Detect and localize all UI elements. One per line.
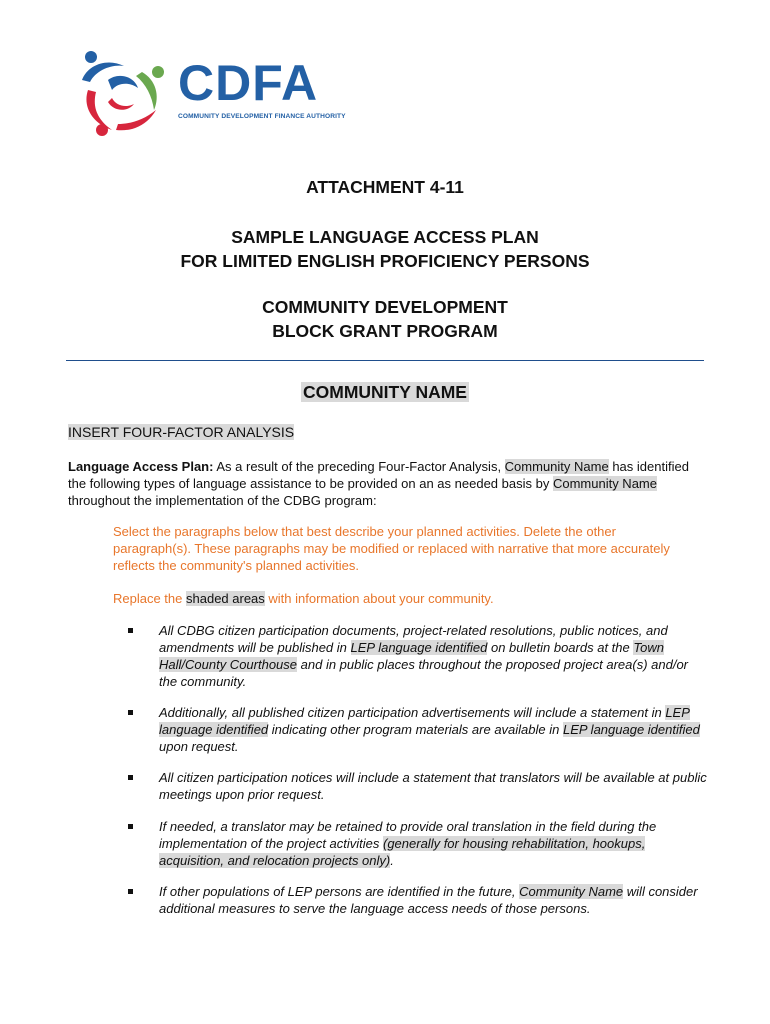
town-hall-field[interactable]: Town Hall/County Courthouse	[159, 640, 664, 672]
lap-text-2: has identified the following types of language assistance to be provided on an as needed basis by	[68, 459, 689, 491]
community-name-field[interactable]: COMMUNITY NAME	[303, 382, 467, 402]
logo-subtitle: COMMUNITY DEVELOPMENT FINANCE AUTHORITY	[178, 113, 346, 120]
bullet-icon	[128, 883, 136, 891]
instruction-2-text-a: Replace the	[113, 591, 186, 606]
bullet-2-text-1: Additionally, all published citizen participation advertisements will include a statement in	[159, 705, 666, 720]
community-name-inline-2[interactable]: Community Name	[552, 476, 657, 491]
bullet-2-text-2: indicating other program materials are available in	[268, 722, 563, 737]
bullet-item-4	[159, 818, 707, 869]
lep-language-field[interactable]: LEP language identified	[562, 722, 700, 737]
bullet-2-text-3: upon request.	[159, 739, 239, 754]
logo-wordmark: CDFA	[178, 55, 319, 111]
language-access-plan-paragraph	[68, 458, 708, 509]
lep-language-field[interactable]: LEP language identified	[159, 705, 690, 737]
lap-text-3: throughout the implementation of the CDBG program:	[68, 493, 377, 508]
shaded-areas-sample: shaded areas	[186, 591, 265, 606]
bullet-item-3	[159, 769, 707, 803]
bullet-item-1	[159, 622, 707, 690]
bullet-icon	[128, 622, 136, 630]
four-factor-field[interactable]: INSERT FOUR-FACTOR ANALYSIS	[68, 424, 295, 440]
bullet-item-5	[159, 883, 707, 917]
plan-title-line1: SAMPLE LANGUAGE ACCESS PLAN	[231, 227, 539, 247]
instruction-2-text-b: with information about your community.	[264, 591, 494, 606]
program-title-line2: BLOCK GRANT PROGRAM	[272, 321, 498, 341]
bullet-icon	[128, 818, 136, 826]
bullet-3-text: All citizen participation notices will include a statement that translators will be available at public meetings upon prior request.	[159, 770, 707, 802]
cdfa-logo	[78, 50, 368, 140]
lap-text-1: As a result of the preceding Four-Factor Analysis,	[213, 459, 505, 474]
community-name-heading	[0, 382, 770, 403]
bullet-1-text-2: on bulletin boards at the	[487, 640, 634, 655]
bullet-1-text-3: and in public places throughout the proposed project area(s) and/or the community.	[159, 657, 689, 689]
bullet-1-text-1: All CDBG citizen participation documents, project-related resolutions, public notices, and amendments will be published in	[159, 623, 668, 655]
bullet-4-text-1: If needed, a translator may be retained to provide oral translation in the field during the implementation of the project activities	[159, 819, 657, 851]
divider-rule	[66, 360, 704, 361]
four-factor-placeholder	[68, 424, 294, 440]
community-name-inline[interactable]: Community Name	[504, 459, 609, 474]
bullet-4-text-2: .	[390, 853, 394, 868]
bullet-item-2	[159, 704, 707, 755]
bullet-icon	[128, 704, 136, 712]
lap-label: Language Access Plan:	[68, 459, 214, 474]
project-type-field[interactable]: (generally for housing rehabilitation, hookups, acquisition, and relocation projects only)	[159, 836, 646, 868]
cdfa-logo-mark-icon	[78, 50, 174, 140]
program-title-line1: COMMUNITY DEVELOPMENT	[262, 297, 508, 317]
lep-language-field[interactable]: LEP language identified	[350, 640, 488, 655]
instruction-paragraph-1: Select the paragraphs below that best describe your planned activities. Delete the other paragraph(s). These paragraphs may be modified or replaced with narrative that more accurately reflects the community's planned activities.	[113, 524, 670, 573]
community-name-inline[interactable]: Community Name	[519, 884, 624, 899]
bullet-5-text-2: will consider additional measures to serve the language access needs of those persons.	[159, 884, 698, 916]
attachment-heading: ATTACHMENT 4-11	[306, 177, 464, 197]
plan-title-line2: FOR LIMITED ENGLISH PROFICIENCY PERSONS	[180, 251, 590, 271]
bullet-5-text-1: If other populations of LEP persons are identified in the future,	[159, 884, 520, 899]
bullet-icon	[128, 769, 136, 777]
instruction-paragraph-2	[113, 590, 673, 607]
